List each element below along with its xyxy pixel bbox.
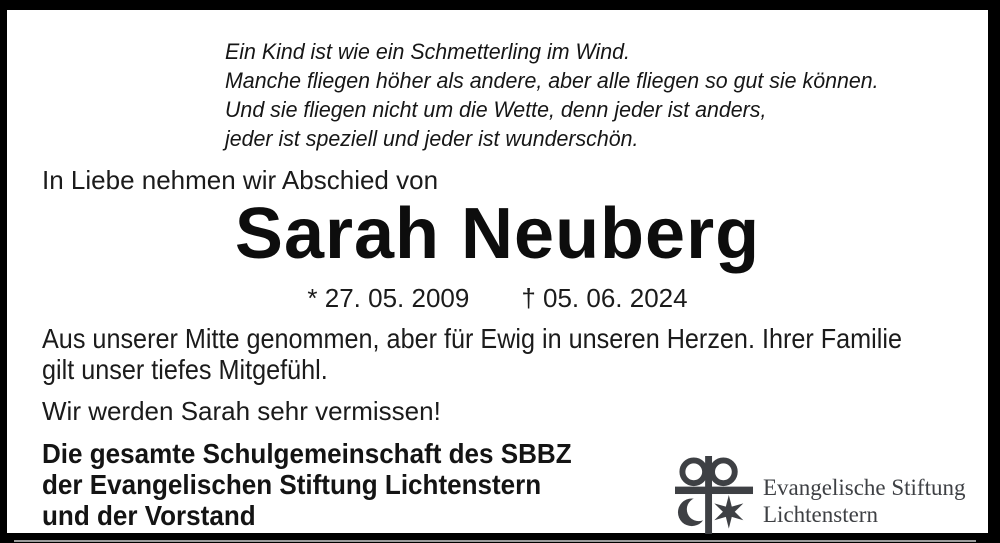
- condolence-line: gilt unser tiefes Mitgefühl.: [42, 354, 328, 385]
- signature-line: und der Vorstand: [42, 500, 256, 531]
- poem-line: Und sie fliegen nicht um die Wette, denn jeder ist anders,: [225, 97, 767, 122]
- signature-block: [42, 438, 572, 531]
- condolence-block: [42, 323, 902, 385]
- organization-logo-text: [763, 474, 966, 528]
- intro-line: In Liebe nehmen wir Abschied von: [42, 165, 439, 195]
- signature-line: der Evangelischen Stiftung Lichtenstern: [42, 469, 542, 500]
- organization-name-line: Evangelische Stiftung: [763, 475, 966, 500]
- signature-line: Die gesamte Schulgemeinschaft des SBBZ: [42, 438, 572, 469]
- organization-name-line: Lichtenstern: [763, 502, 878, 527]
- poem-line: Manche fliegen höher als andere, aber alle fliegen so gut sie können.: [225, 68, 879, 93]
- obituary-sheet: [7, 10, 988, 533]
- life-dates: [7, 283, 988, 314]
- bottom-divider: [14, 540, 976, 542]
- poem-line: jeder ist speziell und jeder ist wunderschön.: [225, 126, 639, 151]
- cross-moon-star-icon: [675, 456, 754, 535]
- poem-block: [225, 37, 879, 153]
- poem-line: Ein Kind ist wie ein Schmetterling im Wind.: [225, 39, 630, 64]
- deceased-name: Sarah Neuberg: [234, 194, 761, 274]
- death-date: † 05. 06. 2024: [521, 283, 688, 313]
- birth-date: * 27. 05. 2009: [307, 283, 470, 313]
- condolence-line: Aus unserer Mitte genommen, aber für Ewig in unseren Herzen. Ihrer Familie: [42, 323, 902, 354]
- farewell-line: Wir werden Sarah sehr vermissen!: [42, 396, 441, 426]
